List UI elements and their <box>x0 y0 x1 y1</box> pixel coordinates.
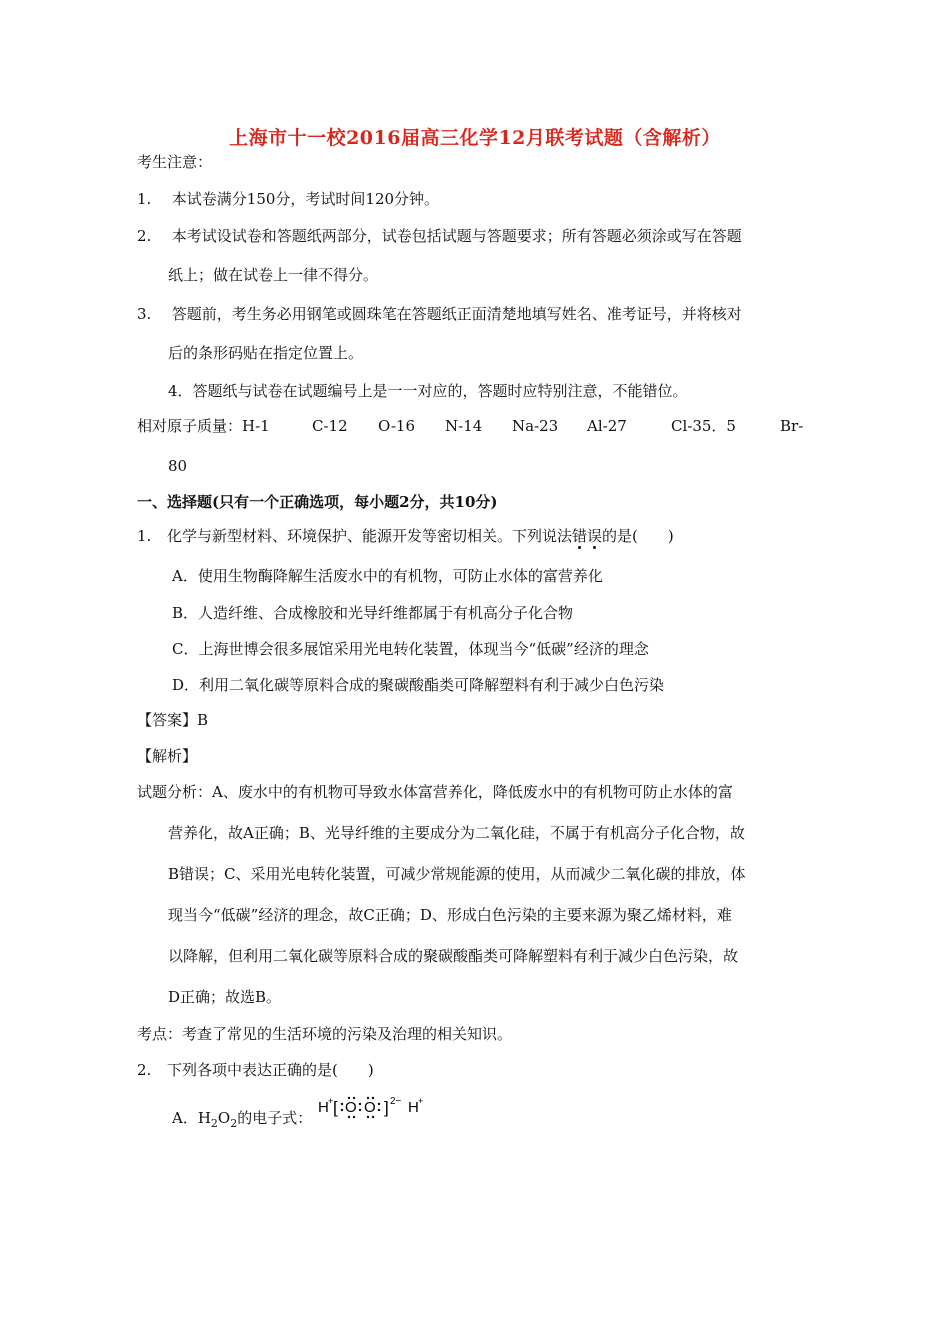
formula-charge: 2− <box>390 1096 402 1107</box>
atomic-mass-value: O-16 <box>378 417 416 435</box>
formula-oxygen-1: O <box>345 1099 357 1116</box>
notice-item-2-continued: 纸上；做在试卷上一律不得分。 <box>168 266 379 284</box>
subscript: 2 <box>210 1117 218 1130</box>
subscript: 2 <box>230 1117 238 1130</box>
electron-dot <box>348 1116 350 1118</box>
electron-dot <box>341 1103 343 1105</box>
atomic-mass-value: Cl-35．5 <box>671 417 736 435</box>
q1-analysis-line: 试题分析：A、废水中的有机物可导致水体富营养化，降低废水中的有机物可防止水体的富 <box>137 783 733 801</box>
q1-answer: 【答案】B <box>137 711 209 729</box>
atomic-mass-label: 相对原子质量：H-1 <box>137 417 270 435</box>
q1-analysis-line: D正确；故选B。 <box>168 988 282 1006</box>
question-stem-text: 下列各项中表达正确的是( ) <box>167 1061 374 1079</box>
q1-analysis-line: 现当今“低碳”经济的理念，故C正确；D、形成白色污染的主要来源为聚乙烯材料，难 <box>168 906 732 924</box>
atomic-mass-value: Al-27 <box>587 417 627 435</box>
question-1-stem <box>137 526 674 546</box>
q2-option-a <box>172 1108 312 1134</box>
q1-option-a: A．使用生物酶降解生活废水中的有机物，可防止水体的富营养化 <box>172 567 603 585</box>
atomic-mass-value: C-12 <box>312 417 348 435</box>
notice-item-number: 2. <box>137 227 152 245</box>
formula-oxygen-2: O <box>364 1099 376 1116</box>
notice-item-3-continued: 后的条形码贴在指定位置上。 <box>168 344 364 362</box>
electron-dot <box>367 1097 369 1099</box>
electron-dot <box>348 1097 350 1099</box>
atomic-mass-value: Br- <box>780 417 804 435</box>
atomic-mass-continued: 80 <box>168 457 188 475</box>
electron-formula-svg <box>318 1095 438 1125</box>
notice-item-2 <box>137 226 742 246</box>
notice-item-4: 4．答题纸与试卷在试题编号上是一一对应的，答题时应特别注意，不能错位。 <box>168 382 688 400</box>
formula-text: A．H <box>172 1109 211 1127</box>
q1-kaodian: 考点：考查了常见的生活环境的污染及治理的相关知识。 <box>137 1025 513 1043</box>
question-number: 1. <box>137 527 152 545</box>
notice-item-number: 1. <box>137 190 152 208</box>
q1-option-c: C．上海世博会很多展馆采用光电转化装置，体现当今“低碳”经济的理念 <box>172 640 649 658</box>
notice-item-1 <box>137 189 439 209</box>
notice-item-text: 本考试设试卷和答题纸两部分，试卷包括试题与答题要求；所有答题必须涂或写在答题 <box>171 227 742 245</box>
formula-text: O <box>217 1109 231 1127</box>
electron-dot <box>372 1097 374 1099</box>
q1-option-b: B．人造纤维、合成橡胶和光导纤维都属于有机高分子化合物 <box>172 604 574 622</box>
q1-analysis-line: 营养化，故A正确；B、光导纤维的主要成分为二氧化硅，不属于有机高分子化合物，故 <box>168 824 745 842</box>
question-number: 2. <box>137 1061 152 1079</box>
formula-plus: + <box>418 1096 424 1106</box>
question-stem-text: 化学与新型材料、环境保护、能源开发等密切相关。下列说法 <box>167 527 573 545</box>
electron-dot <box>378 1103 380 1105</box>
electron-dot <box>378 1109 380 1111</box>
formula-text: 的电子式： <box>237 1109 313 1127</box>
q1-analysis-line: B错误；C、采用光电转化装置，可减少常规能源的使用，从而减少二氧化碳的排放，体 <box>168 865 746 883</box>
emphasis-char: 误 <box>587 527 603 545</box>
notice-heading: 考生注意： <box>137 153 213 171</box>
notice-item-number: 3. <box>137 305 152 323</box>
emphasis-char: 错 <box>572 527 588 545</box>
atomic-mass-line <box>137 416 817 436</box>
electron-formula-image <box>318 1095 438 1125</box>
page-title: 上海市十一校2016届高三化学12月联考试题（含解析） <box>229 127 721 149</box>
q1-analysis-label: 【解析】 <box>137 747 198 765</box>
question-stem-tail: 的是( ) <box>602 527 674 545</box>
electron-dot <box>359 1103 361 1105</box>
electron-dot <box>353 1116 355 1118</box>
atomic-mass-value: N-14 <box>445 417 483 435</box>
notice-item-3 <box>137 304 742 324</box>
q1-analysis-line: 以降解，但利用二氧化碳等原料合成的聚碳酸酯类可降解塑料有利于减少白色污染，故 <box>168 947 739 965</box>
atomic-mass-value: Na-23 <box>512 417 559 435</box>
electron-dot <box>341 1109 343 1111</box>
electron-dot <box>367 1116 369 1118</box>
electron-dot <box>359 1109 361 1111</box>
formula-plus: + <box>328 1096 334 1106</box>
electron-dot <box>372 1116 374 1118</box>
question-2-stem <box>137 1060 374 1080</box>
formula-h-left: H <box>318 1099 329 1116</box>
formula-bracket-left: [ <box>333 1098 338 1117</box>
electron-dot <box>353 1097 355 1099</box>
section-heading: 一、选择题(只有一个正确选项，每小题2分，共10分) <box>137 493 498 511</box>
notice-item-text: 答题前，考生务必用钢笔或圆珠笔在答题纸正面清楚地填写姓名、准考证号，并将核对 <box>171 305 742 323</box>
formula-bracket-right: ] <box>384 1098 389 1117</box>
formula-h-right: H <box>408 1099 419 1116</box>
notice-item-text: 本试卷满分150分，考试时间120分钟。 <box>171 190 440 208</box>
q1-option-d: D．利用二氧化碳等原料合成的聚碳酸酯类可降解塑料有利于减少白色污染 <box>172 676 665 694</box>
